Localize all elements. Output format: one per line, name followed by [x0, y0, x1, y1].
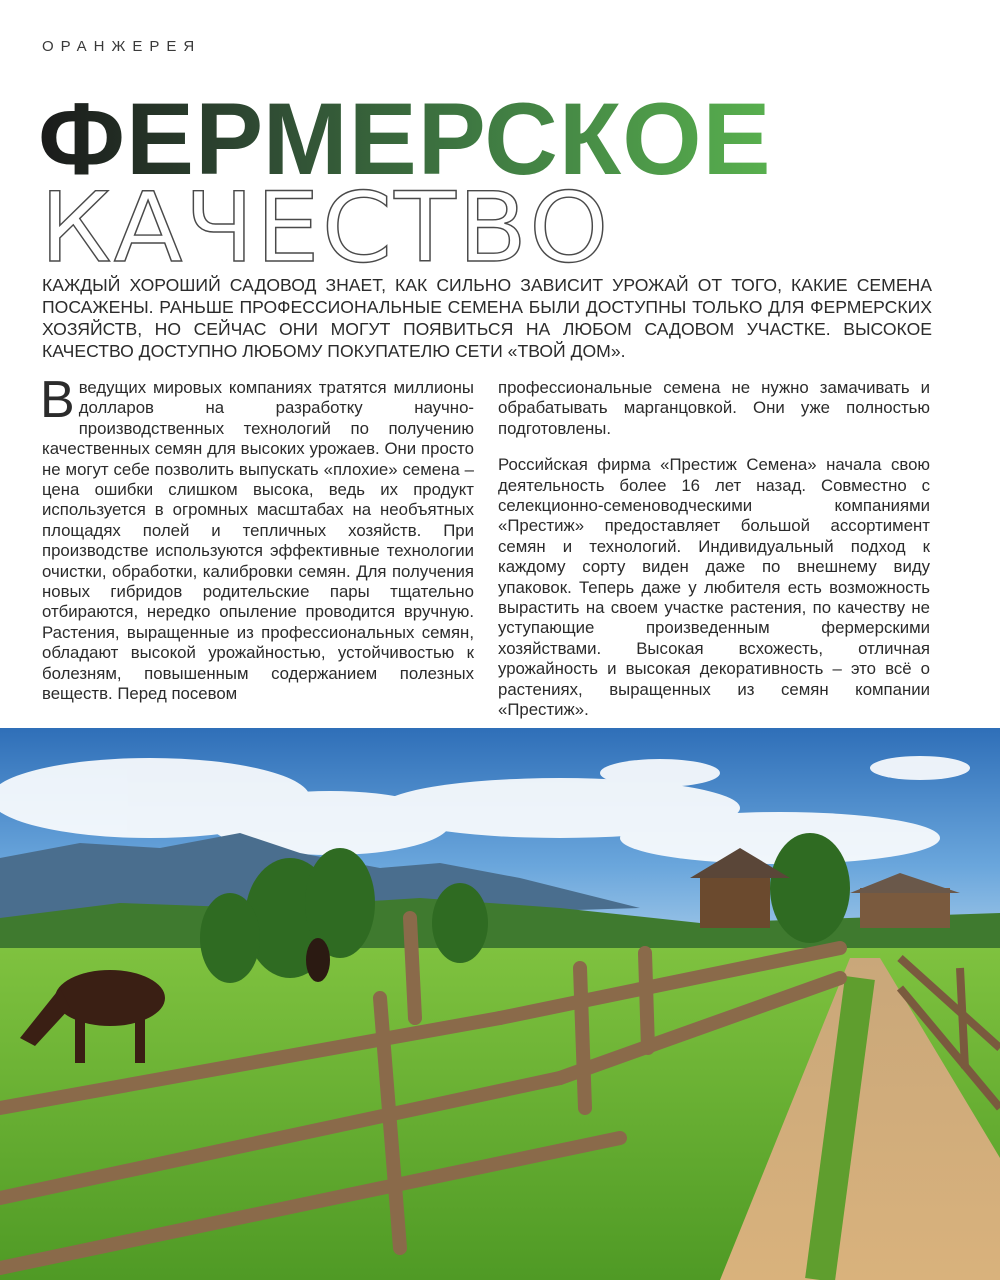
- section-label: ОРАНЖЕРЕЯ: [42, 38, 202, 55]
- horse-distant: [306, 938, 330, 982]
- article-column-right: [498, 378, 930, 721]
- article-paragraph: [40, 371, 474, 705]
- article-text: ведущих мировых компаниях тратятся миллионы долларов на разработку научно-производственных технологий по получению качественных семян для высоких урожаев. Они просто не могут себе позволить выпускать «плохие» семена – цена ошибки слишком высока, ведь их продукт используется в огромных масштабах на необъятных площадях полей и тепличных хозяйств. При производстве используются эффективные технологии очистки, обработки, калибровки семян. Для получения новых гибридов родительские пары тщательно отбираются, нередко опыление проводится вручную. Растения, выращенные из профессиональных семян, обладают высокой урожайностью, устойчивостью к болезням, повышенным содержанием полезных веществ. Перед посевом: [42, 378, 474, 704]
- article-paragraph: Российская фирма «Престиж Семена» начала свою деятельность более 16 лет назад. Совместно с селекционно-семеноводческими компаниями «Престиж» предоставляет большой ассортимент семян и технологий. Индивидуальный подход к каждому сорту виден даже по внешнему виду упаковок. Теперь даже у любителя есть возможность вырастить на своем участке растения, по качеству не уступающие произведенным фермерскими хозяйствами. Высокая всхожесть, отличная урожайность и высокая декоративность – это всё о растениях, выращенных из семян компании «Престиж».: [498, 455, 930, 720]
- dropcap: В: [40, 371, 75, 429]
- title-sub: КАЧЕСТВО: [40, 172, 611, 284]
- lead-paragraph: КАЖДЫЙ ХОРОШИЙ САДОВОД ЗНАЕТ, КАК СИЛЬНО ЗАВИСИТ УРОЖАЙ ОТ ТОГО, КАКИЕ СЕМЕНА ПОСАЖЕНЫ. РАНЬШЕ ПРОФЕССИОНАЛЬНЫЕ СЕМЕНА БЫЛИ ДОСТУПНЫ ТОЛЬКО ДЛЯ ФЕРМЕРСКИХ ХОЗЯЙСТВ, НО СЕЙЧАС ОНИ МОГУТ ПОЯВИТЬСЯ НА ЛЮБОМ САДОВОМ УЧАСТКЕ. ВЫСОКОЕ КАЧЕСТВО ДОСТУПНО ЛЮБОМУ ПОКУПАТЕЛЮ СЕТИ «ТВОЙ ДОМ».: [42, 275, 932, 361]
- article-column-left: [40, 371, 474, 705]
- article-paragraph: профессиональные семена не нужно замачивать и обрабатывать марганцовкой. Они уже полностью подготовлены.: [498, 378, 930, 438]
- farm-landscape-photo: [0, 728, 1000, 1280]
- title-main: ФЕРМЕРСКОЕ: [38, 82, 772, 196]
